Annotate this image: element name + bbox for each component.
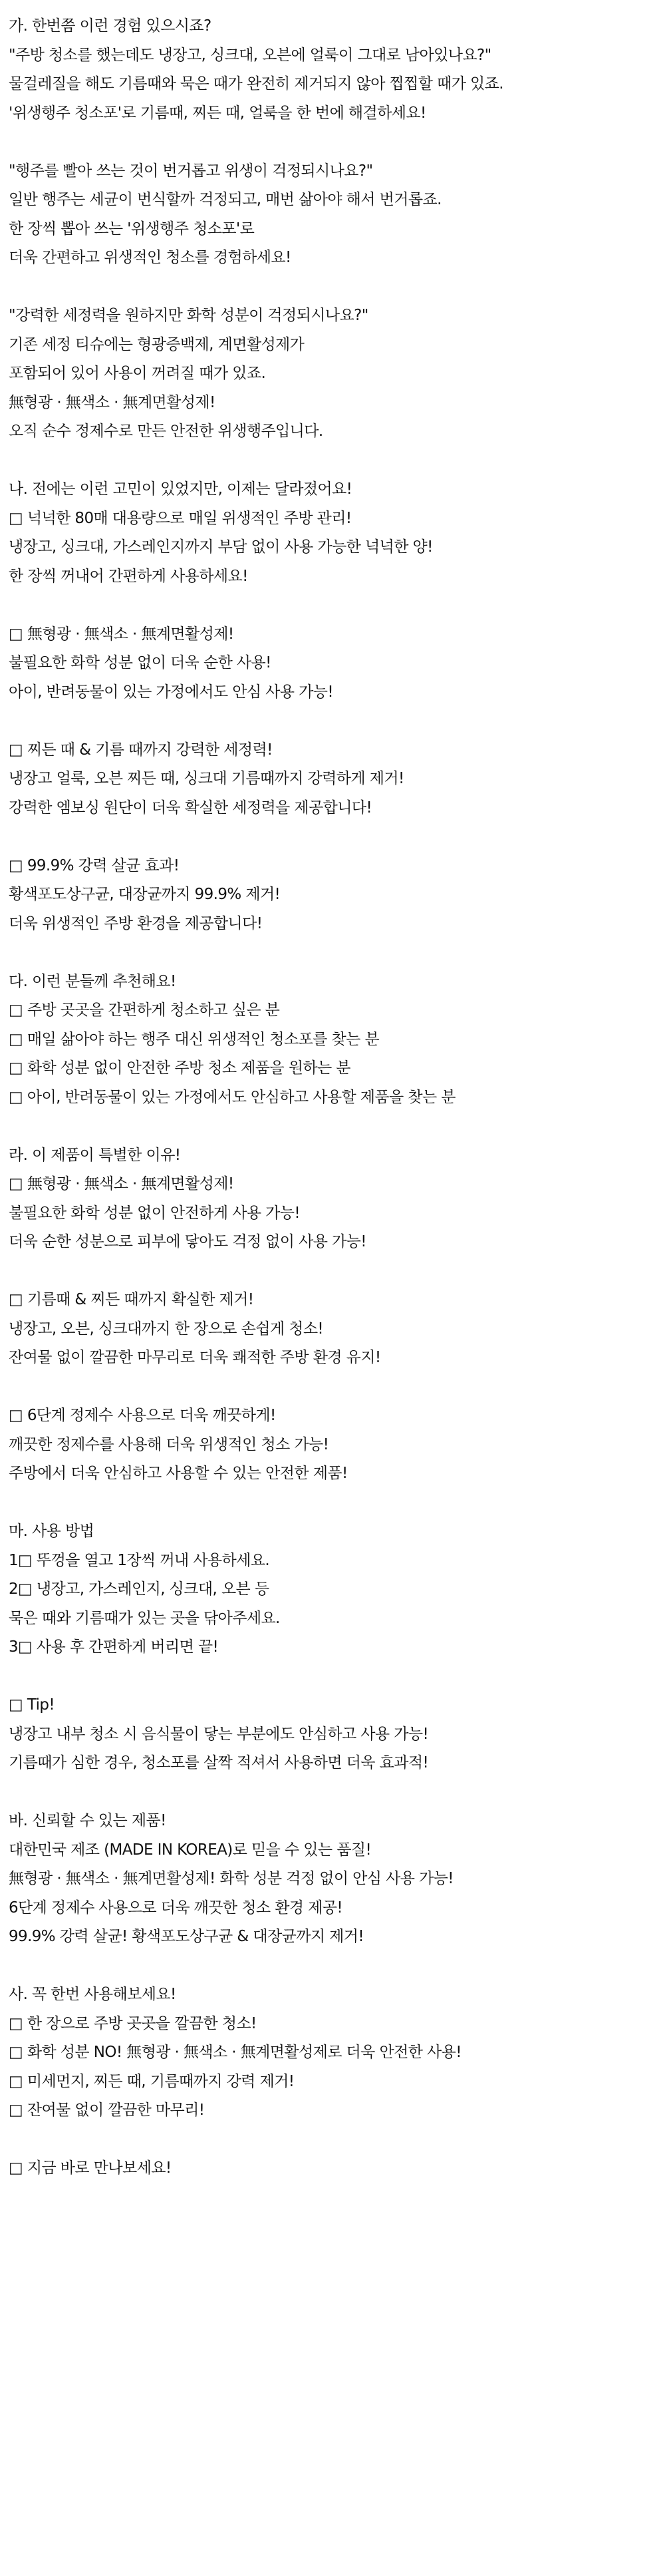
text-line: 냉장고 내부 청소 시 음식물이 닿는 부분에도 안심하고 사용 가능!: [9, 1725, 429, 1743]
paragraph: [9, 2154, 665, 2183]
paragraph-gap: [9, 1112, 665, 1141]
text-line: □ 화학 성분 없이 안전한 주방 청소 제품을 원하는 분: [9, 1059, 350, 1077]
paragraph-gap: [9, 1373, 665, 1402]
paragraph-gap: [9, 273, 665, 302]
text-line: □ Tip!: [9, 1696, 55, 1714]
text-line: 냉장고, 오븐, 싱크대까지 한 장으로 손쉽게 청소!: [9, 1320, 324, 1338]
text-line: 더욱 간편하고 위생적인 청소를 경험하세요!: [9, 249, 291, 266]
text-line: 1□ 뚜껑을 열고 1장씩 꺼내 사용하세요.: [9, 1551, 270, 1569]
section-na: [9, 475, 665, 591]
text-line: 물걸레질을 해도 기름때와 묵은 때가 완전히 제거되지 않아 찝찝할 때가 있죠.: [9, 75, 503, 92]
paragraph-gap: [9, 1662, 665, 1692]
text-line: 아이, 반려동물이 있는 가정에서도 안심 사용 가능!: [9, 683, 333, 701]
text-line: 황색포도상구균, 대장균까지 99.9% 제거!: [9, 886, 281, 903]
text-line: 강력한 엠보싱 원단이 더욱 확실한 세정력을 제공합니다!: [9, 799, 372, 817]
text-line: 無형광 · 無색소 · 無계면활성제! 화학 성분 걱정 없이 안심 사용 가능!: [9, 1870, 454, 1887]
text-line: □ 잔여물 없이 깔끔한 마무리!: [9, 2102, 205, 2119]
paragraph-gap: [9, 1952, 665, 1981]
text-line: □ 無형광 · 無색소 · 無계면활성제!: [9, 625, 234, 643]
text-line: 대한민국 제조 (MADE IN KOREA)로 믿을 수 있는 품질!: [9, 1841, 372, 1859]
paragraph: [9, 301, 665, 447]
text-line: "행주를 빨아 쓰는 것이 번거롭고 위생이 걱정되시나요?": [9, 162, 373, 180]
text-line: □ 기름때 & 찌든 때까지 확실한 제거!: [9, 1291, 254, 1308]
paragraph-gap: [9, 1257, 665, 1286]
text-line: "강력한 세정력을 원하지만 화학 성분이 걱정되시나요?": [9, 307, 368, 324]
paragraph-gap: [9, 707, 665, 736]
text-line: □ 매일 삶아야 하는 행주 대신 위생적인 청소포를 찾는 분: [9, 1030, 380, 1048]
text-line: 묵은 때와 기름때가 있는 곳을 닦아주세요.: [9, 1609, 280, 1627]
section-ra: [9, 1141, 665, 1257]
text-line: "주방 청소를 했는데도 냉장고, 싱크대, 오븐에 얼룩이 그대로 남아있나요?": [9, 46, 491, 64]
text-line: 더욱 위생적인 주방 환경을 제공합니다!: [9, 914, 263, 932]
text-line: 깨끗한 정제수를 사용해 더욱 위생적인 청소 가능!: [9, 1435, 329, 1453]
text-line: 불필요한 화학 성분 없이 더욱 순한 사용!: [9, 654, 271, 671]
paragraph-gap: [9, 1489, 665, 1518]
text-line: 3□ 사용 후 간편하게 버리면 끝!: [9, 1638, 219, 1656]
paragraph-gap: [9, 2125, 665, 2155]
paragraph-gap: [9, 823, 665, 852]
section-heading: 사. 꼭 한번 사용해보세요!: [9, 1986, 176, 2003]
paragraph-gap: [9, 591, 665, 620]
text-line: 주방에서 더욱 안심하고 사용할 수 있는 안전한 제품!: [9, 1465, 348, 1482]
section-heading: 다. 이런 분들께 추천해요!: [9, 972, 176, 990]
text-line: 냉장고, 싱크대, 가스레인지까지 부담 없이 사용 가능한 넉넉한 양!: [9, 538, 433, 556]
text-line: 불필요한 화학 성분 없이 안전하게 사용 가능!: [9, 1204, 301, 1222]
section-ba: [9, 1807, 665, 1952]
text-line: 냉장고 얼룩, 오븐 찌든 때, 싱크대 기름때까지 강력하게 제거!: [9, 770, 404, 787]
text-line: 기름때가 심한 경우, 청소포를 살짝 적셔서 사용하면 더욱 효과적!: [9, 1754, 429, 1771]
text-line: 2□ 냉장고, 가스레인지, 싱크대, 오븐 등: [9, 1580, 269, 1598]
text-line: □ 99.9% 강력 살균 효과!: [9, 856, 180, 874]
text-line: 더욱 순한 성분으로 피부에 닿아도 걱정 없이 사용 가능!: [9, 1233, 366, 1250]
text-line: □ 찌든 때 & 기름 때까지 강력한 세정력!: [9, 741, 273, 759]
text-line: □ 아이, 반려동물이 있는 가정에서도 안심하고 사용할 제품을 찾는 분: [9, 1088, 456, 1106]
text-line: □ 6단계 정제수 사용으로 더욱 깨끗하게!: [9, 1407, 276, 1424]
section-ga: [9, 12, 665, 128]
text-line: 기존 세정 티슈에는 형광증백제, 계면활성제가: [9, 335, 305, 353]
text-line: 한 장씩 꺼내어 간편하게 사용하세요!: [9, 567, 248, 585]
paragraph: [9, 852, 665, 939]
text-line: 99.9% 강력 살균! 황색포도상구균 & 대장균까지 제거!: [9, 1928, 364, 1945]
text-line: '위생행주 청소포'로 기름때, 찌든 때, 얼룩을 한 번에 해결하세요!: [9, 104, 426, 122]
paragraph: [9, 1691, 665, 1778]
text-line: □ 넉넉한 80매 대용량으로 매일 위생적인 주방 관리!: [9, 509, 352, 527]
paragraph-gap: [9, 128, 665, 157]
text-line: □ 無형광 · 無색소 · 無계면활성제!: [9, 1175, 234, 1193]
paragraph: [9, 157, 665, 273]
text-line: □ 화학 성분 NO! 無형광 · 無색소 · 無계면활성제로 더욱 안전한 사용!: [9, 2044, 462, 2061]
text-line: □ 미세먼지, 찌든 때, 기름때까지 강력 제거!: [9, 2072, 295, 2090]
paragraph-gap: [9, 447, 665, 476]
text-line: 無형광 · 無색소 · 無계면활성제!: [9, 393, 215, 411]
text-line: 오직 순수 정제수로 만든 안전한 위생행주입니다.: [9, 423, 323, 440]
section-heading: 마. 사용 방법: [9, 1523, 94, 1540]
section-heading: 가. 한번쯤 이런 경험 있으시죠?: [9, 17, 211, 35]
text-line: □ 주방 곳곳을 간편하게 청소하고 싶은 분: [9, 1002, 280, 1019]
section-heading: 나. 전에는 이런 고민이 있었지만, 이제는 달라졌어요!: [9, 480, 352, 498]
section-sa: [9, 1980, 665, 2125]
paragraph: [9, 1401, 665, 1489]
text-line: 일반 행주는 세균이 번식할까 걱정되고, 매번 삶아야 해서 번거롭죠.: [9, 191, 442, 208]
paragraph-gap: [9, 1778, 665, 1807]
text-line: 잔여물 없이 깔끔한 마무리로 더욱 쾌적한 주방 환경 유지!: [9, 1349, 381, 1366]
paragraph-gap: [9, 938, 665, 968]
paragraph: [9, 620, 665, 707]
section-ma: [9, 1517, 665, 1662]
section-heading: 라. 이 제품이 특별한 이유!: [9, 1146, 181, 1164]
text-line: 한 장씩 뽑아 쓰는 '위생행주 청소포'로: [9, 220, 255, 238]
paragraph: [9, 1286, 665, 1373]
section-heading: 바. 신뢰할 수 있는 제품!: [9, 1812, 166, 1829]
text-line: □ 한 장으로 주방 곳곳을 깔끔한 청소!: [9, 2014, 257, 2032]
text-line: □ 지금 바로 만나보세요!: [9, 2159, 172, 2177]
text-line: 포함되어 있어 사용이 꺼려질 때가 있죠.: [9, 365, 266, 382]
section-da: [9, 968, 665, 1113]
text-line: 6단계 정제수 사용으로 더욱 깨끗한 청소 환경 제공!: [9, 1899, 342, 1917]
paragraph: [9, 736, 665, 823]
